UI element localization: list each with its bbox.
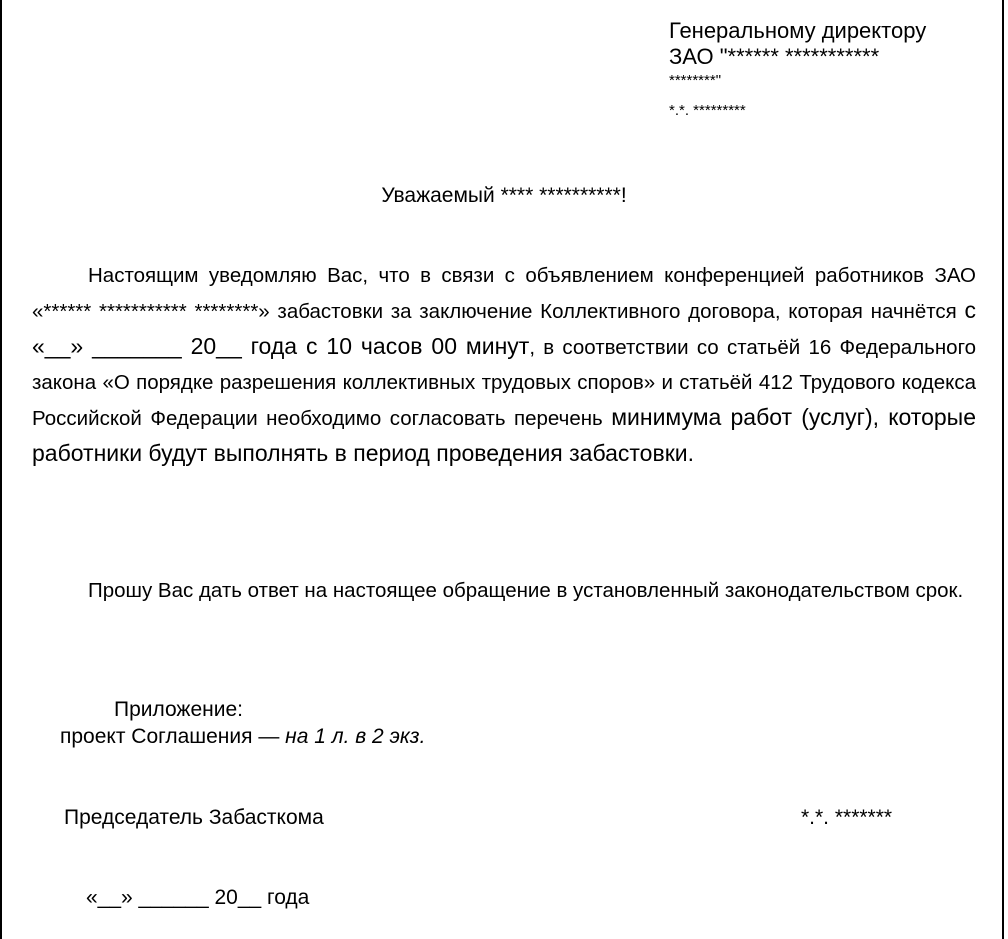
addressee-company-cont: ********" — [669, 72, 722, 89]
attachment-label: Приложение: — [114, 698, 244, 721]
signature-name: *.*. ******* — [801, 806, 893, 829]
addressee-name: *.*. ********* — [669, 102, 746, 119]
signature-title: Председатель Забасткома — [64, 806, 324, 829]
date-line: «__» ______ 20__ года — [86, 886, 310, 909]
paragraph-notification — [32, 258, 976, 472]
attachment-text — [60, 725, 425, 749]
attachment-description: проект Соглашения — — [60, 725, 286, 748]
addressee-block — [669, 18, 989, 124]
paragraph-notification-part1: Настоящим уведомляю Вас, что в связи с объявлением конференцией работников ЗАО «****** *********** ********» забастовки за заключение Коллективного договора, которая начнётся — [32, 264, 976, 323]
paragraph-notification-date: с «__» _______ 20__ года с 10 часов 00 минут — [32, 297, 976, 359]
paragraph-notification-part3: , в соответствии со статьёй 16 Федерального закона «О порядке разрешения коллективных трудовых споров» и статьёй 412 Трудового кодекса Российской Федерации необходимо согласовать перечень — [32, 336, 976, 430]
attachment-detail: на 1 л. в 2 экз. — [285, 725, 426, 748]
salutation: Уважаемый **** **********! — [381, 184, 627, 207]
addressee-company: ЗАО "****** *********** — [669, 44, 880, 69]
addressee-position: Генеральному директору — [669, 18, 927, 43]
paragraph-notification-part4: минимума работ (услуг), которые работники будут выполнять в период проведения забастовки. — [32, 404, 976, 466]
paragraph-request: Прошу Вас дать ответ на настоящее обращение в установленный законодательством срок. — [88, 579, 964, 602]
